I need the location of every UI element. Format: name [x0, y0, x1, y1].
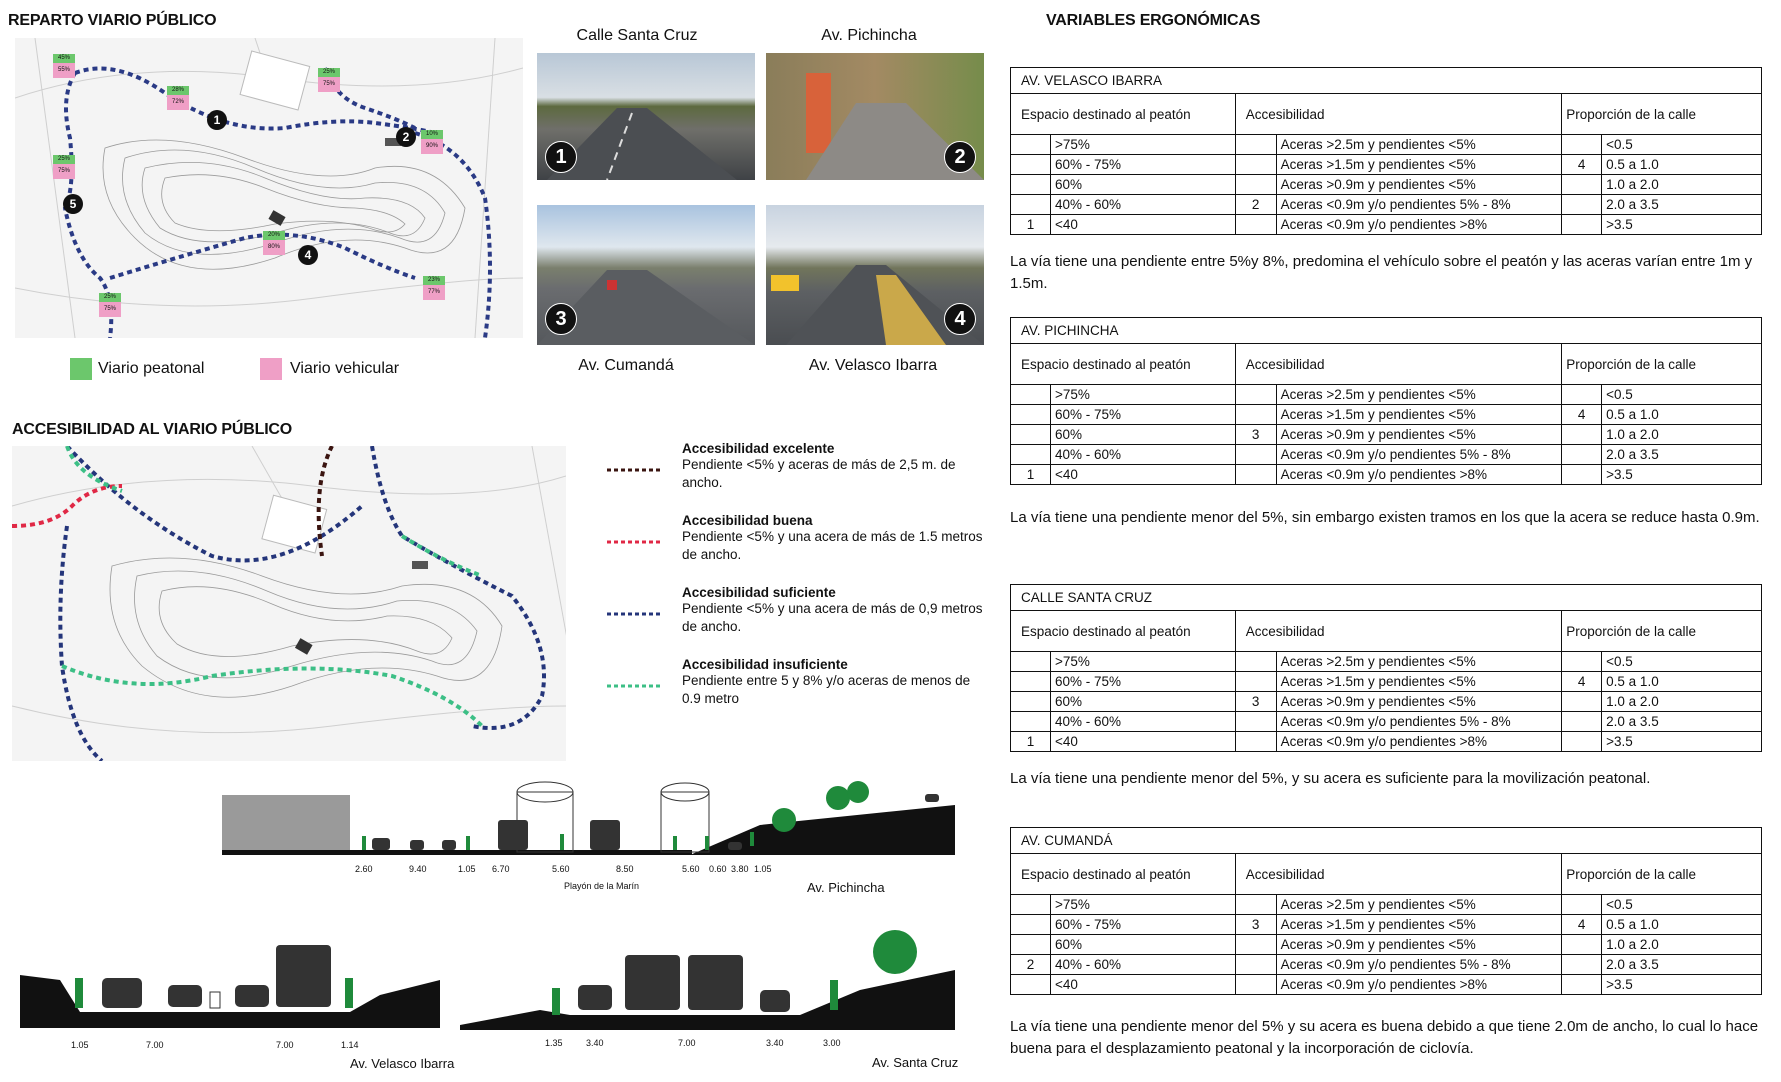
ergo-score-accesibilidad — [1235, 135, 1276, 155]
accessibility-item-title: Accesibilidad suficiente — [682, 585, 836, 600]
ergo-cell-peaton: <40 — [1050, 975, 1235, 995]
ergo-cell-peaton: 60% - 75% — [1050, 915, 1235, 935]
legend-swatch-vehicular — [260, 358, 282, 380]
ergo-score-peaton: 1 — [1011, 465, 1051, 485]
ergo-cell-peaton: 40% - 60% — [1050, 445, 1235, 465]
ergo-title: VARIABLES ERGONÓMICAS — [1046, 12, 1261, 29]
map-marker: 5 — [63, 194, 83, 214]
ergo-note: La vía tiene una pendiente entre 5%y 8%, predomina el vehículo sobre el peatón y las aceras varían entre 1m y 1.5m. — [1010, 253, 1753, 292]
photo-av-velasco-ibarra — [766, 205, 984, 345]
badge-peatonal: 45% — [53, 54, 75, 63]
ergo-score-accesibilidad — [1235, 895, 1276, 915]
ergo-score-peaton — [1011, 445, 1051, 465]
dim-label: 7.00 — [146, 1040, 164, 1050]
ergo-score-proporcion — [1562, 732, 1602, 752]
ergo-score-peaton — [1011, 175, 1051, 195]
dim-label: 6.70 — [492, 864, 510, 874]
ergo-row — [1011, 135, 1762, 155]
ergo-header-proporcion: Proporción de la calle — [1562, 611, 1762, 652]
ergo-header-peaton: Espacio destinado al peatón — [1011, 611, 1236, 652]
ergo-cell-peaton: 60% — [1050, 175, 1235, 195]
badge-peatonal: 25% — [99, 293, 121, 302]
ergo-score-proporcion — [1562, 385, 1602, 405]
accesibilidad-map-drawing — [12, 446, 566, 761]
ergo-note: La vía tiene una pendiente menor del 5%, sin embargo existen tramos en los que la acera se reduce hasta 0.9m. — [1010, 509, 1760, 526]
ergo-cell-accesibilidad: Aceras <0.9m y/o pendientes 5% - 8% — [1276, 955, 1562, 975]
ergo-cell-peaton: <40 — [1050, 215, 1235, 235]
badge-vehicular: 75% — [53, 164, 75, 179]
badge-peatonal: 28% — [167, 86, 189, 95]
accessibility-item-desc: Pendiente <5% y una acera de más de 0,9 metros de ancho. — [682, 601, 983, 634]
photo-av-pichincha — [766, 53, 984, 180]
photo-caption: Av. Velasco Ibarra — [808, 357, 938, 374]
ergo-score-peaton: 1 — [1011, 215, 1051, 235]
accessibility-item-title: Accesibilidad insuficiente — [682, 657, 848, 672]
ergo-score-proporcion — [1562, 955, 1602, 975]
ergo-score-accesibilidad: 3 — [1235, 425, 1276, 445]
ergo-row — [1011, 155, 1762, 175]
ergo-cell-accesibilidad: Aceras >1.5m y pendientes <5% — [1276, 672, 1562, 692]
dim-label: 5.60 — [552, 864, 570, 874]
ergo-cell-accesibilidad: Aceras <0.9m y/o pendientes 5% - 8% — [1276, 445, 1562, 465]
ergo-cell-proporcion: 2.0 a 3.5 — [1602, 712, 1762, 732]
accessibility-item-desc: Pendiente <5% y una acera de más de 1.5 metros de ancho. — [682, 529, 983, 562]
ergo-cell-accesibilidad: Aceras >0.9m y pendientes <5% — [1276, 175, 1562, 195]
ergo-table — [1010, 827, 1762, 995]
ergo-score-proporcion — [1562, 175, 1602, 195]
reparto-map-drawing — [15, 38, 523, 338]
dim-label: 3.40 — [586, 1038, 604, 1048]
map-marker: 4 — [298, 245, 318, 265]
ergo-table — [1010, 584, 1762, 752]
ergo-score-accesibilidad — [1235, 672, 1276, 692]
map-badge — [53, 155, 75, 179]
ergo-cell-proporcion: 1.0 a 2.0 — [1602, 692, 1762, 712]
map-badge — [167, 86, 189, 110]
map-badge — [53, 54, 75, 78]
ergo-score-accesibilidad — [1235, 155, 1276, 175]
ergo-row — [1011, 195, 1762, 215]
ergo-cell-accesibilidad: Aceras >1.5m y pendientes <5% — [1276, 915, 1562, 935]
ergo-score-accesibilidad — [1235, 385, 1276, 405]
ergo-cell-proporcion: 2.0 a 3.5 — [1602, 195, 1762, 215]
ergo-score-peaton — [1011, 405, 1051, 425]
ergo-cell-accesibilidad: Aceras >1.5m y pendientes <5% — [1276, 155, 1562, 175]
ergo-header-accesibilidad: Accesibilidad — [1235, 611, 1562, 652]
ergo-cell-proporcion: 0.5 a 1.0 — [1602, 155, 1762, 175]
photo-av-cumanda — [537, 205, 755, 345]
ergo-table-title: AV. CUMANDÁ — [1011, 828, 1762, 854]
ergo-row — [1011, 215, 1762, 235]
map-marker: 1 — [207, 110, 227, 130]
ergo-row — [1011, 955, 1762, 975]
section-name: Av. Santa Cruz — [872, 1055, 959, 1070]
ergo-row — [1011, 732, 1762, 752]
ergo-score-peaton — [1011, 425, 1051, 445]
badge-vehicular: 72% — [167, 95, 189, 110]
map-badge — [263, 231, 285, 255]
ergo-cell-proporcion: <0.5 — [1602, 652, 1762, 672]
dim-label: 1.05 — [71, 1040, 89, 1050]
ergo-table-title: AV. PICHINCHA — [1011, 318, 1762, 344]
ergo-score-accesibilidad — [1235, 975, 1276, 995]
ergo-score-proporcion — [1562, 975, 1602, 995]
dim-label: 0.60 — [709, 864, 727, 874]
ergo-cell-proporcion: >3.5 — [1602, 975, 1762, 995]
badge-peatonal: 23% — [423, 276, 445, 285]
ergo-score-peaton — [1011, 652, 1051, 672]
ergo-score-peaton — [1011, 692, 1051, 712]
ergo-header-accesibilidad: Accesibilidad — [1235, 344, 1562, 385]
ergo-row — [1011, 895, 1762, 915]
accessibility-legend-item — [682, 441, 984, 492]
accessibility-legend-item — [682, 657, 984, 708]
ergo-row — [1011, 915, 1762, 935]
ergo-score-proporcion — [1562, 215, 1602, 235]
accessibility-legend-lines — [605, 464, 665, 704]
ergo-header-peaton: Espacio destinado al peatón — [1011, 94, 1236, 135]
ergo-cell-proporcion: 1.0 a 2.0 — [1602, 175, 1762, 195]
ergo-row — [1011, 672, 1762, 692]
ergo-cell-proporcion: >3.5 — [1602, 732, 1762, 752]
ergo-header-proporcion: Proporción de la calle — [1562, 344, 1762, 385]
section-pichincha-drawing — [220, 770, 960, 860]
ergo-cell-accesibilidad: Aceras <0.9m y/o pendientes 5% - 8% — [1276, 712, 1562, 732]
photo-caption: Av. Pichincha — [821, 27, 917, 44]
ergo-cell-peaton: 40% - 60% — [1050, 712, 1235, 732]
accesibilidad-title: ACCESIBILIDAD AL VIARIO PÚBLICO — [12, 421, 293, 438]
ergo-row — [1011, 445, 1762, 465]
map-marker: 2 — [396, 127, 416, 147]
ergo-cell-proporcion: 2.0 a 3.5 — [1602, 445, 1762, 465]
ergo-note: La vía tiene una pendiente menor del 5%, y su acera es suficiente para la movilización peatonal. — [1010, 770, 1651, 787]
ergo-table — [1010, 67, 1762, 235]
ergo-cell-proporcion: <0.5 — [1602, 135, 1762, 155]
dim-label: 8.50 — [616, 864, 634, 874]
badge-vehicular: 77% — [423, 285, 445, 300]
ergo-cell-proporcion: 0.5 a 1.0 — [1602, 672, 1762, 692]
map-badge — [423, 276, 445, 300]
legend-swatch-peatonal — [70, 358, 92, 380]
ergo-row — [1011, 975, 1762, 995]
ergo-table-title: AV. VELASCO IBARRA — [1011, 68, 1762, 94]
ergo-score-accesibilidad — [1235, 652, 1276, 672]
badge-peatonal: 25% — [318, 68, 340, 77]
ergo-score-proporcion — [1562, 465, 1602, 485]
accessibility-legend-item — [682, 513, 984, 564]
photo-number: 3 — [545, 303, 577, 335]
ergo-cell-peaton: 60% — [1050, 425, 1235, 445]
ergo-row — [1011, 175, 1762, 195]
ergo-score-accesibilidad — [1235, 445, 1276, 465]
photo-caption: Calle Santa Cruz — [576, 27, 698, 44]
photo-number: 4 — [944, 303, 976, 335]
ergo-cell-peaton: 60% — [1050, 935, 1235, 955]
badge-peatonal: 25% — [53, 155, 75, 164]
ergo-score-proporcion — [1562, 712, 1602, 732]
ergo-score-proporcion — [1562, 195, 1602, 215]
ergo-score-accesibilidad — [1235, 732, 1276, 752]
badge-vehicular: 55% — [53, 63, 75, 78]
section-name: Av. Velasco Ibarra — [350, 1056, 455, 1071]
ergo-cell-accesibilidad: Aceras >0.9m y pendientes <5% — [1276, 425, 1562, 445]
ergo-cell-proporcion: >3.5 — [1602, 465, 1762, 485]
accessibility-legend-item — [682, 585, 984, 636]
ergo-score-peaton — [1011, 935, 1051, 955]
ergo-cell-accesibilidad: Aceras >2.5m y pendientes <5% — [1276, 652, 1562, 672]
ergo-score-proporcion — [1562, 692, 1602, 712]
dim-label: 1.05 — [754, 864, 772, 874]
ergo-cell-accesibilidad: Aceras <0.9m y/o pendientes >8% — [1276, 215, 1562, 235]
accesibilidad-map — [12, 446, 566, 761]
ergo-cell-proporcion: <0.5 — [1602, 895, 1762, 915]
accessibility-item-desc: Pendiente <5% y aceras de más de 2,5 m. de ancho. — [682, 457, 956, 490]
ergo-table — [1010, 317, 1762, 485]
ergo-score-peaton — [1011, 195, 1051, 215]
ergo-cell-peaton: >75% — [1050, 895, 1235, 915]
accessibility-item-desc: Pendiente entre 5 y 8% y/o aceras de menos de 0.9 metro — [682, 673, 971, 706]
ergo-note: La vía tiene una pendiente menor del 5% y su acera es buena debido a que tiene 2.0m de ancho, lo cual lo hace buena para el desplazamiento peatonal y la incorporación de ciclovía. — [1010, 1018, 1759, 1057]
ergo-cell-peaton: <40 — [1050, 465, 1235, 485]
ergo-header-peaton: Espacio destinado al peatón — [1011, 854, 1236, 895]
map-badge — [421, 130, 443, 154]
ergo-header-proporcion: Proporción de la calle — [1562, 854, 1762, 895]
ergo-score-peaton — [1011, 672, 1051, 692]
badge-vehicular: 75% — [99, 302, 121, 317]
ergo-score-accesibilidad: 2 — [1235, 195, 1276, 215]
reparto-title: REPARTO VIARIO PÚBLICO — [8, 12, 217, 29]
photo-calle-santa-cruz — [537, 53, 755, 180]
ergo-score-peaton — [1011, 915, 1051, 935]
ergo-score-accesibilidad — [1235, 955, 1276, 975]
legend-label-peatonal: Viario peatonal — [98, 360, 205, 377]
ergo-header-peaton: Espacio destinado al peatón — [1011, 344, 1236, 385]
ergo-score-accesibilidad — [1235, 215, 1276, 235]
ergo-cell-accesibilidad: Aceras >1.5m y pendientes <5% — [1276, 405, 1562, 425]
accessibility-item-title: Accesibilidad excelente — [682, 441, 835, 456]
ergo-score-accesibilidad: 3 — [1235, 915, 1276, 935]
ergo-cell-proporcion: 0.5 a 1.0 — [1602, 915, 1762, 935]
ergo-row — [1011, 712, 1762, 732]
ergo-score-peaton — [1011, 975, 1051, 995]
section-velasco-drawing — [20, 940, 460, 1030]
dim-label: 7.00 — [678, 1038, 696, 1048]
ergo-cell-peaton: <40 — [1050, 732, 1235, 752]
ergo-row — [1011, 465, 1762, 485]
ergo-score-proporcion: 4 — [1562, 405, 1602, 425]
ergo-cell-peaton: 40% - 60% — [1050, 195, 1235, 215]
map-badge — [99, 293, 121, 317]
ergo-score-accesibilidad: 3 — [1235, 692, 1276, 712]
ergo-header-proporcion: Proporción de la calle — [1562, 94, 1762, 135]
ergo-table-title: CALLE SANTA CRUZ — [1011, 585, 1762, 611]
photo-number: 2 — [944, 141, 976, 173]
ergo-row — [1011, 935, 1762, 955]
ergo-cell-peaton: 60% — [1050, 692, 1235, 712]
ergo-score-accesibilidad — [1235, 405, 1276, 425]
section-name: Av. Pichincha — [807, 880, 885, 895]
ergo-score-proporcion — [1562, 445, 1602, 465]
photo-number: 1 — [545, 141, 577, 173]
ergo-score-proporcion — [1562, 135, 1602, 155]
ergo-cell-proporcion: 1.0 a 2.0 — [1602, 935, 1762, 955]
ergo-cell-accesibilidad: Aceras <0.9m y/o pendientes >8% — [1276, 465, 1562, 485]
dim-label: 1.35 — [545, 1038, 563, 1048]
ergo-cell-accesibilidad: Aceras <0.9m y/o pendientes 5% - 8% — [1276, 195, 1562, 215]
dim-label: 3.00 — [823, 1038, 841, 1048]
ergo-score-proporcion: 4 — [1562, 155, 1602, 175]
ergo-score-proporcion: 4 — [1562, 672, 1602, 692]
badge-vehicular: 80% — [263, 240, 285, 255]
reparto-map — [15, 38, 523, 338]
ergo-cell-accesibilidad: Aceras >2.5m y pendientes <5% — [1276, 895, 1562, 915]
ergo-score-proporcion — [1562, 425, 1602, 445]
dim-label: 2.60 — [355, 864, 373, 874]
ergo-score-accesibilidad — [1235, 935, 1276, 955]
ergo-cell-accesibilidad: Aceras <0.9m y/o pendientes >8% — [1276, 732, 1562, 752]
badge-vehicular: 75% — [318, 77, 340, 92]
ergo-score-peaton: 2 — [1011, 955, 1051, 975]
ergo-score-proporcion — [1562, 935, 1602, 955]
badge-vehicular: 90% — [421, 139, 443, 154]
ergo-cell-proporcion: 1.0 a 2.0 — [1602, 425, 1762, 445]
dim-label: 5.60 — [682, 864, 700, 874]
ergo-row — [1011, 652, 1762, 672]
ergo-cell-proporcion: 0.5 a 1.0 — [1602, 405, 1762, 425]
badge-peatonal: 10% — [421, 130, 443, 139]
accessibility-item-title: Accesibilidad buena — [682, 513, 813, 528]
badge-peatonal: 20% — [263, 231, 285, 240]
ergo-cell-peaton: 60% - 75% — [1050, 155, 1235, 175]
ergo-score-proporcion — [1562, 652, 1602, 672]
ergo-cell-accesibilidad: Aceras <0.9m y/o pendientes >8% — [1276, 975, 1562, 995]
legend-label-vehicular: Viario vehicular — [290, 360, 400, 377]
section-sublabel: Playón de la Marín — [564, 881, 640, 891]
ergo-score-accesibilidad — [1235, 175, 1276, 195]
ergo-score-peaton: 1 — [1011, 732, 1051, 752]
ergo-score-accesibilidad — [1235, 465, 1276, 485]
ergo-row — [1011, 405, 1762, 425]
dim-label: 7.00 — [276, 1040, 294, 1050]
ergo-score-peaton — [1011, 895, 1051, 915]
dim-label: 1.05 — [458, 864, 476, 874]
ergo-row — [1011, 425, 1762, 445]
map-badge — [318, 68, 340, 92]
dim-label: 3.40 — [766, 1038, 784, 1048]
ergo-cell-accesibilidad: Aceras >2.5m y pendientes <5% — [1276, 135, 1562, 155]
ergo-cell-accesibilidad: Aceras >2.5m y pendientes <5% — [1276, 385, 1562, 405]
ergo-score-peaton — [1011, 385, 1051, 405]
ergo-cell-peaton: 60% - 75% — [1050, 672, 1235, 692]
ergo-row — [1011, 385, 1762, 405]
ergo-cell-accesibilidad: Aceras >0.9m y pendientes <5% — [1276, 935, 1562, 955]
ergo-cell-proporcion: >3.5 — [1602, 215, 1762, 235]
ergo-cell-accesibilidad: Aceras >0.9m y pendientes <5% — [1276, 692, 1562, 712]
ergo-score-proporcion — [1562, 895, 1602, 915]
dim-label: 1.14 — [341, 1040, 359, 1050]
ergo-header-accesibilidad: Accesibilidad — [1235, 854, 1562, 895]
photo-caption: Av. Cumandá — [578, 357, 674, 374]
ergo-cell-peaton: >75% — [1050, 135, 1235, 155]
dim-label: 9.40 — [409, 864, 427, 874]
ergo-score-peaton — [1011, 135, 1051, 155]
ergo-score-peaton — [1011, 712, 1051, 732]
ergo-cell-peaton: 40% - 60% — [1050, 955, 1235, 975]
ergo-row — [1011, 692, 1762, 712]
section-santacruz-drawing — [460, 930, 960, 1030]
ergo-cell-peaton: >75% — [1050, 652, 1235, 672]
dim-label: 3.80 — [731, 864, 749, 874]
ergo-score-proporcion: 4 — [1562, 915, 1602, 935]
ergo-cell-peaton: 60% - 75% — [1050, 405, 1235, 425]
ergo-header-accesibilidad: Accesibilidad — [1235, 94, 1562, 135]
ergo-score-peaton — [1011, 155, 1051, 175]
ergo-cell-peaton: >75% — [1050, 385, 1235, 405]
ergo-score-accesibilidad — [1235, 712, 1276, 732]
ergo-cell-proporcion: <0.5 — [1602, 385, 1762, 405]
ergo-cell-proporcion: 2.0 a 3.5 — [1602, 955, 1762, 975]
